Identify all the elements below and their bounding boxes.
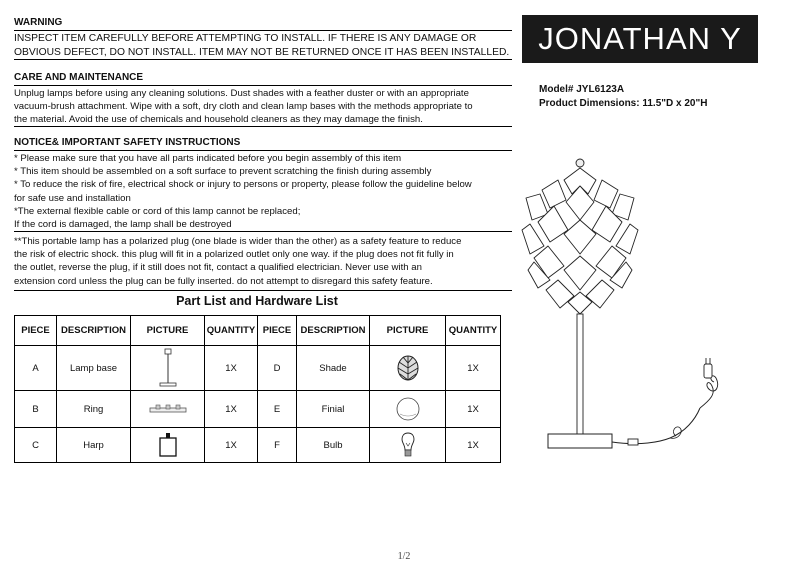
finial-icon bbox=[395, 396, 421, 422]
col-header: QUANTITY bbox=[446, 316, 501, 346]
shade-icon bbox=[395, 353, 421, 383]
safety-line: for safe use and installation bbox=[14, 192, 131, 204]
safety-line: If the cord is damaged, the lamp shall be destroyed bbox=[14, 219, 232, 231]
picture-cell bbox=[131, 428, 205, 463]
page-number: 1/2 bbox=[397, 551, 411, 562]
parts-title: Part List and Hardware List bbox=[176, 294, 338, 308]
product-dimensions: Product Dimensions: 11.5"D x 20"H bbox=[539, 98, 708, 109]
safety-line: the risk of electric shock. this plug will fit in a polarized outlet only one way. if the plug does not fit fully in bbox=[14, 249, 454, 261]
parts-table bbox=[14, 315, 501, 463]
warning-line: INSPECT ITEM CAREFULLY BEFORE ATTEMPTING TO INSTALL. IF THERE IS ANY DAMAGE OR bbox=[14, 33, 477, 44]
piece-cell: C bbox=[15, 428, 57, 463]
piece-cell: F bbox=[258, 428, 297, 463]
divider bbox=[14, 231, 512, 232]
safety-line: * This item should be assembled on a soft surface to prevent scratching the finish during assembly bbox=[14, 166, 432, 178]
quantity-cell: 1X bbox=[205, 428, 258, 463]
picture-cell bbox=[370, 391, 446, 428]
quantity-cell: 1X bbox=[205, 391, 258, 428]
model-number: Model# JYL6123A bbox=[539, 84, 625, 95]
bulb-icon bbox=[399, 431, 417, 459]
col-header: PIECE bbox=[15, 316, 57, 346]
picture-cell bbox=[370, 428, 446, 463]
safety-text-group2 bbox=[14, 235, 512, 288]
care-line: vacuum-brush attachment. Wipe with a soft, dry cloth and clean lamp bases with the methods appropriate to bbox=[14, 101, 473, 113]
care-text bbox=[14, 87, 512, 127]
piece-cell: E bbox=[258, 391, 297, 428]
brand-logo: JONATHAN Y bbox=[522, 15, 758, 63]
lamp-base-icon bbox=[158, 348, 178, 388]
description-cell: Shade bbox=[297, 346, 370, 391]
description-cell: Bulb bbox=[297, 428, 370, 463]
pinecone-lamp-illustration bbox=[520, 150, 750, 460]
table-header-row bbox=[15, 316, 501, 346]
harp-icon bbox=[157, 432, 179, 458]
description-cell: Lamp base bbox=[57, 346, 131, 391]
warning-section bbox=[14, 17, 512, 59]
description-cell: Finial bbox=[297, 391, 370, 428]
quantity-cell: 1X bbox=[205, 346, 258, 391]
warning-heading: WARNING bbox=[14, 17, 512, 31]
care-line: Unplug lamps before using any cleaning solutions. Dust shades with a feather duster or with an appropriate bbox=[14, 88, 469, 99]
piece-cell: A bbox=[15, 346, 57, 391]
safety-line: the outlet, reverse the plug, if it still does not fit, contact a qualified electrician. Never use with an bbox=[14, 262, 422, 274]
divider bbox=[14, 59, 512, 60]
quantity-cell: 1X bbox=[446, 428, 501, 463]
safety-line: *The external flexible cable or cord of this lamp cannot be replaced; bbox=[14, 205, 301, 217]
warning-line: OBVIOUS DEFECT, DO NOT INSTALL. ITEM MAY NOT BE RETURNED ONCE IT HAS BEEN INSTALLED. bbox=[14, 46, 510, 58]
safety-text-group1 bbox=[14, 152, 512, 231]
table-row bbox=[15, 391, 501, 428]
piece-cell: B bbox=[15, 391, 57, 428]
safety-line: **This portable lamp has a polarized plug (one blade is wider than the other) as a safety feature to reduce bbox=[14, 236, 462, 247]
picture-cell bbox=[131, 391, 205, 428]
care-line: the material. Avoid the use of chemicals and household cleaners as they may damage the finish. bbox=[14, 114, 423, 126]
col-header: PIECE bbox=[258, 316, 297, 346]
piece-cell: D bbox=[258, 346, 297, 391]
table-row bbox=[15, 346, 501, 391]
care-heading: CARE AND MAINTENANCE bbox=[14, 72, 512, 86]
safety-line: * To reduce the risk of fire, electrical shock or injury to persons or property, please follow the guideline below bbox=[14, 179, 472, 191]
col-header: QUANTITY bbox=[205, 316, 258, 346]
safety-line: * Please make sure that you have all parts indicated before you begin assembly of this item bbox=[14, 153, 402, 164]
safety-line: extension cord unless the plug can be fully inserted. do not attempt to disregard this safety feature. bbox=[14, 275, 433, 287]
warning-text bbox=[14, 32, 512, 59]
divider bbox=[14, 290, 512, 291]
description-cell: Harp bbox=[57, 428, 131, 463]
picture-cell bbox=[131, 346, 205, 391]
safety-heading: NOTICE& IMPORTANT SAFETY INSTRUCTIONS bbox=[14, 137, 512, 151]
safety-section bbox=[14, 137, 512, 231]
ring-icon bbox=[148, 403, 188, 415]
picture-cell bbox=[370, 346, 446, 391]
col-header: DESCRIPTION bbox=[57, 316, 131, 346]
quantity-cell: 1X bbox=[446, 346, 501, 391]
care-section bbox=[14, 72, 512, 127]
product-info bbox=[539, 83, 707, 111]
quantity-cell: 1X bbox=[446, 391, 501, 428]
divider bbox=[14, 126, 512, 127]
col-header: PICTURE bbox=[131, 316, 205, 346]
description-cell: Ring bbox=[57, 391, 131, 428]
col-header: PICTURE bbox=[370, 316, 446, 346]
table-row bbox=[15, 428, 501, 463]
col-header: DESCRIPTION bbox=[297, 316, 370, 346]
